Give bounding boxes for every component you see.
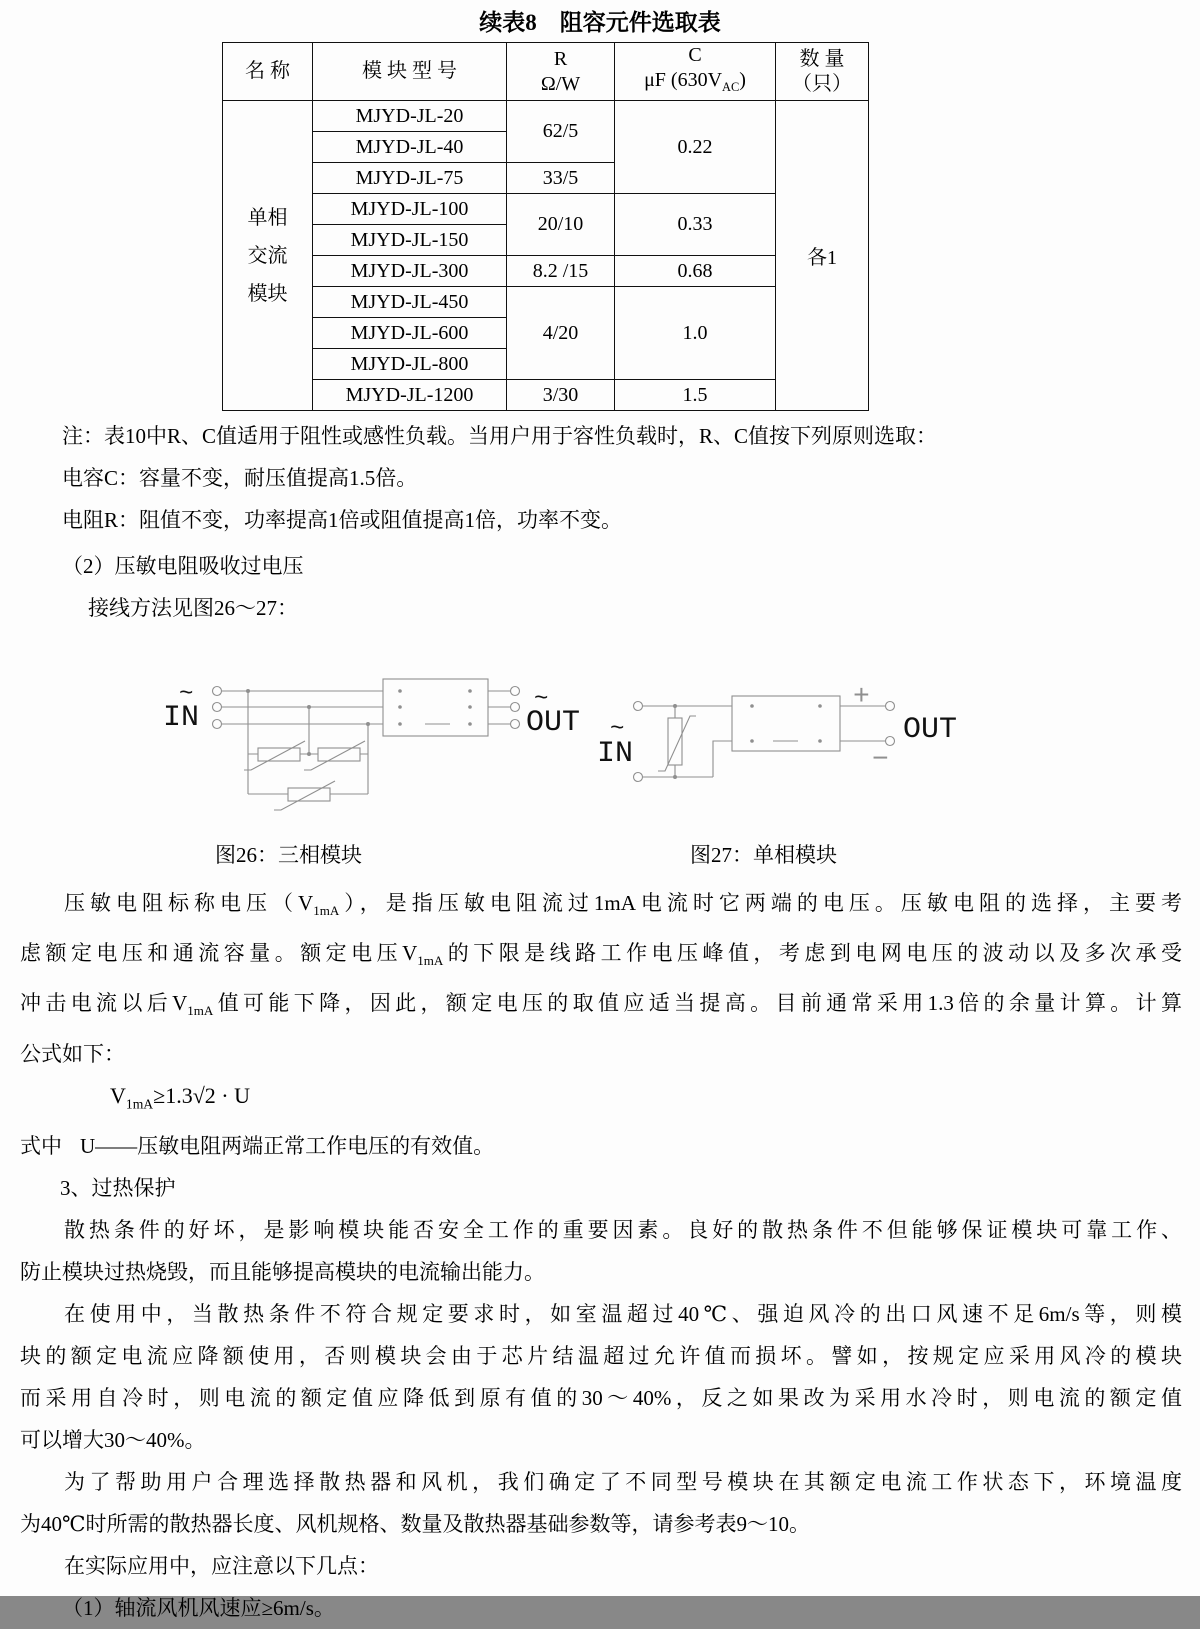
fig26-caption: 图26：三相模块 (215, 843, 362, 867)
section-2-heading: （2）压敏电阻吸收过电压 (62, 554, 304, 578)
varistor-symbol (274, 781, 335, 810)
table-note-3: 电阻R：阻值不变，功率提高1倍或阻值提高1倍，功率不变。 (62, 508, 623, 532)
r-value-cell: 33/5 (507, 163, 615, 194)
module-box (732, 696, 840, 751)
model-cell: MJYD-JL-150 (313, 225, 507, 256)
circuit-figures (0, 649, 1200, 834)
model-cell: MJYD-JL-600 (313, 318, 507, 349)
output-wires (488, 691, 510, 724)
input-terminal (634, 702, 643, 711)
varistor-symbol (658, 706, 696, 777)
out-label: OUT (903, 713, 958, 747)
minus-sign: − (872, 745, 889, 776)
table-row (223, 101, 869, 132)
col-header-model: 模 块 型 号 (313, 43, 507, 101)
input-terminal (213, 720, 222, 729)
r-value-cell: 4/20 (507, 287, 615, 380)
model-cell: MJYD-JL-40 (313, 132, 507, 163)
single-phase-module-diagram (597, 682, 957, 782)
c-value-cell: 1.5 (615, 380, 776, 411)
c-value-cell: 0.22 (615, 101, 776, 194)
col-header-qty: 数 量 （只） (776, 43, 869, 101)
in-label: IN (597, 737, 634, 771)
out-label: OUT (526, 706, 581, 740)
table-note-2: 电容C：容量不变，耐压值提高1.5倍。 (62, 466, 418, 490)
model-cell: MJYD-JL-75 (313, 163, 507, 194)
group-name-cell: 单相 交流 模块 (223, 101, 313, 411)
formula: $V_{1mA}\ge 1.3√2 \cdot U$ (110, 1082, 251, 1111)
model-cell: MJYD-JL-1200 (313, 380, 507, 411)
col-header-name: 名 称 (223, 43, 313, 101)
in-label: IN (163, 701, 200, 735)
r-value-cell: 62/5 (507, 101, 615, 163)
circuit-diagrams-svg (0, 649, 1200, 834)
section-3-heading: 3、过热保护 (60, 1175, 176, 1200)
rc-selection-table (222, 42, 869, 411)
formula-note: 式中 U——压敏电阻两端正常工作电压的有效值。 (20, 1133, 495, 1158)
input-wires (222, 691, 383, 724)
output-terminal (511, 703, 520, 712)
col-header-c: C μF $(630V_{AC})$ (615, 43, 776, 101)
page-title: 续表8 阻容元件选取表 (479, 10, 721, 35)
c-value-cell: 0.33 (615, 194, 776, 256)
wiring-method-line: 接线方法见图26～27： (88, 596, 298, 620)
output-terminal (886, 702, 895, 711)
plus-sign: + (853, 682, 870, 713)
para1-line3: 冲击电流以后$V_{1mA}$值可能下降，因此，额定电压的取值应适当提高。目前通常采用1.3倍的余量计算。计算 (20, 991, 1183, 1019)
input-terminal (213, 687, 222, 696)
input-terminal (634, 773, 643, 782)
para6-line: （1）轴流风机风速应≥6m/s。 (62, 1595, 335, 1620)
tilde-symbol: ~ (179, 681, 194, 708)
r-value-cell: 3/30 (507, 380, 615, 411)
table-row (223, 287, 869, 318)
module-box (383, 679, 488, 736)
para2-line1: 散热条件的好坏，是影响模块能否安全工作的重要因素。良好的散热条件不但能够保证模块可靠工作、 (64, 1217, 1182, 1242)
varistor-symbol (304, 741, 365, 770)
input-wires (643, 706, 732, 777)
col-header-r: R Ω/W (507, 43, 615, 101)
model-cell: MJYD-JL-100 (313, 194, 507, 225)
para2-line2: 防止模块过热烧毁，而且能够提高模块的电流输出能力。 (20, 1259, 545, 1284)
model-cell: MJYD-JL-450 (313, 287, 507, 318)
varistor-symbol (244, 741, 305, 770)
r-value-cell: 8.2 /15 (507, 256, 615, 287)
para5-line: 在实际应用中，应注意以下几点： (64, 1553, 379, 1578)
c-value-cell: 1.0 (615, 287, 776, 380)
quantity-cell: 各1 (776, 101, 869, 411)
para1-line1: 压敏电阻标称电压$(V_{1mA})$，是指压敏电阻流过1mA电流时它两端的电压。压敏电阻的选择，主要考 (64, 891, 1182, 919)
input-terminal (213, 703, 222, 712)
tilde-symbol: ~ (610, 716, 625, 743)
model-cell: MJYD-JL-300 (313, 256, 507, 287)
fig27-caption: 图27：单相模块 (690, 843, 837, 867)
figure-captions (0, 834, 1200, 876)
para3-line1: 在使用中，当散热条件不符合规定要求时，如室温超过40℃、强迫风冷的出口风速不足6m/s等，则模 (64, 1301, 1182, 1326)
c-value-cell: 0.68 (615, 256, 776, 287)
output-terminal (511, 687, 520, 696)
para4-line2: 为40℃时所需的散热器长度、风机规格、数量及散热器基础参数等，请参考表9～10。 (20, 1511, 810, 1536)
para1-line4: 公式如下： (20, 1041, 125, 1066)
model-cell: MJYD-JL-800 (313, 349, 507, 380)
model-cell: MJYD-JL-20 (313, 101, 507, 132)
output-terminal (511, 720, 520, 729)
tilde-symbol: ~ (534, 686, 549, 713)
table-row (223, 194, 869, 225)
three-phase-module-diagram (163, 679, 580, 810)
table-row (223, 256, 869, 287)
para3-line4: 可以增大30～40%。 (20, 1427, 206, 1452)
table-row (223, 380, 869, 411)
r-value-cell: 20/10 (507, 194, 615, 256)
para3-line2: 块的额定电流应降额使用，否则模块会由于芯片结温超过允许值而损坏。譬如，按规定应采用风冷的模块 (20, 1343, 1182, 1368)
para1-line2: 虑额定电压和通流容量。额定电压$V_{1mA}$的下限是线路工作电压峰值，考虑到电网电压的波动以及多次承受 (20, 941, 1182, 969)
table-note-1: 注：表10中R、C值适用于阻性或感性负载。当用户用于容性负载时，R、C值按下列原则选取： (62, 424, 938, 448)
para4-line1: 为了帮助用户合理选择散热器和风机，我们确定了不同型号模块在其额定电流工作状态下，环境温度 (64, 1469, 1182, 1494)
para3-line3: 而采用自冷时，则电流的额定值应降低到原有值的30～40%，反之如果改为采用水冷时，则电流的额定值 (20, 1385, 1182, 1410)
